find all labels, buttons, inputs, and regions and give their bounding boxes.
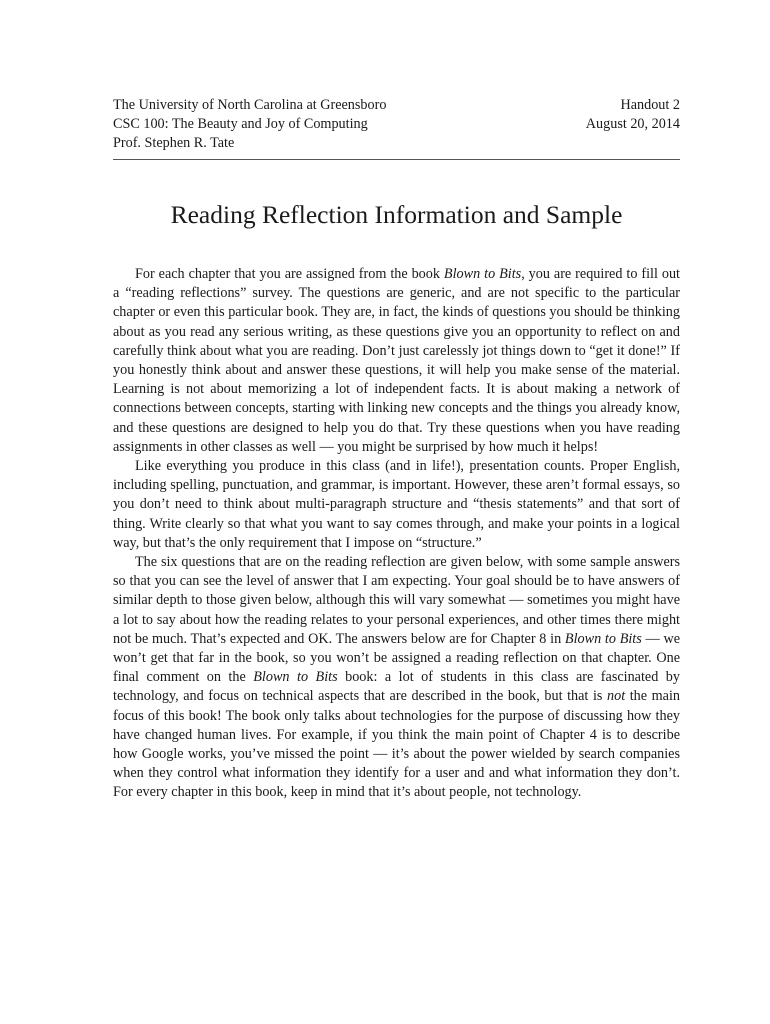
course-name: CSC 100: The Beauty and Joy of Computing (113, 116, 368, 132)
header-divider (113, 159, 680, 160)
paragraph-3: The six questions that are on the reading reflection are given below, with some sample answers so that you can see the level of answer that I am expecting. Your goal should be to have answers of similar depth to those given below, although this will vary somewhat — sometimes you might have a lot to say about how the reading relates to your personal experiences, and other times there might not be much. That’s expected and OK. The answers below are for Chapter 8 in Blown to Bits — we won’t get that far in the book, so you won’t be assigned a reading reflection on that chapter. One final comment on the Blown to Bits book: a lot of students in this class are fascinated by technology, and focus on technical aspects that are described in the book, but that is not the main focus of this book! The book only talks about technologies for the purpose of discussing how they have changed human lives. For example, if you think the main point of Chapter 4 is to describe how Google works, you’ve missed the point — it’s about the power wielded by search companies when they control what information they identify for a user and and what information they don’t. For every chapter in this book, keep in mind that it’s about people, not technology. (113, 554, 680, 801)
emphasis-not: not (607, 688, 626, 705)
paragraph-2: Like everything you produce in this class (and in life!), presentation counts. Proper English, including spelling, punctuation, and grammar, is important. However, these aren’t formal essays, so you don’t need to think about multi-paragraph structure and “thesis statements” and that sort of thing. Write clearly so that what you want to say comes through, and make your points in a logical way, but that’s the only requirement that I impose on “structure.” (113, 458, 680, 551)
document-body (113, 265, 680, 803)
header-left (113, 96, 386, 153)
document-title: Reading Reflection Information and Sample (170, 200, 623, 229)
institution-name: The University of North Carolina at Greensboro (113, 97, 387, 113)
handout-date: August 20, 2014 (585, 116, 680, 132)
book-title: Blown to Bits (253, 669, 338, 686)
book-title: Blown to Bits (443, 266, 522, 282)
document-page (113, 96, 680, 803)
handout-number: Handout 2 (620, 97, 680, 113)
book-title: Blown to Bits (564, 630, 642, 647)
instructor-name: Prof. Stephen R. Tate (113, 135, 235, 151)
handout-header (113, 96, 680, 153)
header-right (586, 96, 680, 153)
paragraph-1: For each chapter that you are assigned from the book Blown to Bits, you are required to fill out a “reading reflections” survey. The questions are generic, and are not specific to the particular chapter or even this particular book. They are, in fact, the kinds of questions you should be thinking about as you read any serious writing, as these questions give you an opportunity to reflect on and carefully think about what you are reading. Don’t just carelessly jot things down to “get it done!” If you honestly think about and answer these questions, it will help you make sense of the material. Learning is not about memorizing a lot of independent facts. It is about making a network of connections between concepts, starting with linking new concepts and the things you already know, and these questions are designed to help you do that. Try these questions when you have reading assignments in other classes as well — you might be surprised by how much it helps! (113, 266, 680, 455)
